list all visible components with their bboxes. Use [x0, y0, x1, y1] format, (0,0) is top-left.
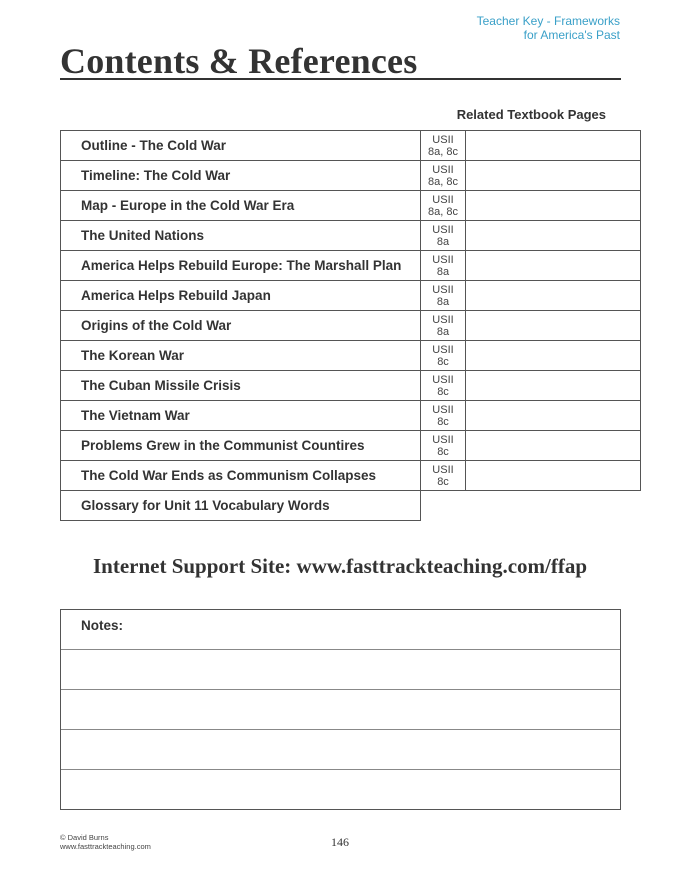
- topic-cell: Problems Grew in the Communist Countires: [61, 431, 421, 461]
- reference-cell: [421, 281, 466, 311]
- reference-cell: [421, 251, 466, 281]
- topic-cell: America Helps Rebuild Japan: [61, 281, 421, 311]
- reference-cell: [421, 341, 466, 371]
- table-row: [61, 341, 641, 371]
- reference-cell: [421, 461, 466, 491]
- reference-cell: [421, 401, 466, 431]
- textbook-pages-cell[interactable]: [466, 461, 641, 491]
- textbook-pages-cell[interactable]: [466, 281, 641, 311]
- textbook-pages-cell[interactable]: [466, 161, 641, 191]
- topic-cell: Map - Europe in the Cold War Era: [61, 191, 421, 221]
- topic-cell: The Cuban Missile Crisis: [61, 371, 421, 401]
- reference-standard: USII: [432, 283, 454, 296]
- reference-code: 8c: [437, 475, 449, 488]
- reference-standard: USII: [432, 343, 454, 356]
- textbook-pages-cell[interactable]: [466, 191, 641, 221]
- reference-standard: USII: [432, 403, 454, 416]
- notes-line[interactable]: [61, 769, 620, 809]
- reference-standard: USII: [432, 193, 454, 206]
- table-row: [61, 491, 641, 521]
- textbook-pages-cell[interactable]: [466, 371, 641, 401]
- reference-code: 8a: [436, 325, 450, 338]
- table-row: [61, 191, 641, 221]
- reference-standard: USII: [432, 373, 454, 386]
- textbook-pages-cell[interactable]: [466, 431, 641, 461]
- topic-cell: America Helps Rebuild Europe: The Marshall Plan: [61, 251, 421, 281]
- table-row: [61, 431, 641, 461]
- table-row: [61, 161, 641, 191]
- reference-cell: [421, 431, 466, 461]
- table-row: [61, 401, 641, 431]
- notes-line[interactable]: [61, 729, 620, 769]
- topic-cell: Origins of the Cold War: [61, 311, 421, 341]
- table-row: [61, 461, 641, 491]
- topic-cell: Outline - The Cold War: [61, 131, 421, 161]
- reference-cell: [421, 161, 466, 191]
- contents-table: [60, 130, 641, 521]
- reference-cell: [421, 191, 466, 221]
- textbook-pages-cell[interactable]: [466, 311, 641, 341]
- topic-cell: The United Nations: [61, 221, 421, 251]
- reference-standard: USII: [432, 253, 454, 266]
- page-number: 146: [331, 835, 349, 849]
- title-rule: [60, 78, 621, 80]
- notes-box: [60, 609, 621, 810]
- reference-standard: USII: [432, 313, 454, 326]
- reference-standard: USII: [432, 463, 454, 476]
- topic-cell: The Vietnam War: [61, 401, 421, 431]
- reference-standard: USII: [432, 223, 454, 236]
- reference-code: 8a, 8c: [428, 145, 458, 158]
- reference-standard: USII: [432, 433, 454, 446]
- reference-code: 8c: [437, 385, 449, 398]
- teacher-key-header: [477, 14, 620, 42]
- textbook-pages-cell[interactable]: [466, 401, 641, 431]
- teacher-key-subline: for America's Past: [523, 28, 620, 42]
- table-row: [61, 311, 641, 341]
- reference-standard: USII: [432, 133, 454, 146]
- notes-line[interactable]: [61, 610, 620, 649]
- reference-cell: [421, 371, 466, 401]
- textbook-pages-cell[interactable]: [466, 341, 641, 371]
- reference-code: 8c: [437, 415, 449, 428]
- reference-code: 8a: [436, 235, 450, 248]
- topic-cell: Timeline: The Cold War: [61, 161, 421, 191]
- table-row: [61, 251, 641, 281]
- reference-code: 8a: [436, 295, 450, 308]
- footer-website: www.fasttrackteaching.com: [60, 842, 151, 851]
- table-row: [61, 371, 641, 401]
- topic-cell: The Cold War Ends as Communism Collapses: [61, 461, 421, 491]
- notes-line[interactable]: [61, 689, 620, 729]
- textbook-pages-cell[interactable]: [466, 251, 641, 281]
- copyright-text: © David Burns: [60, 833, 109, 842]
- textbook-pages-cell[interactable]: [466, 131, 641, 161]
- reference-code: 8c: [437, 445, 449, 458]
- reference-code: 8c: [437, 355, 449, 368]
- table-row: [61, 281, 641, 311]
- table-row: [61, 221, 641, 251]
- reference-cell: [421, 311, 466, 341]
- internet-support-site: Internet Support Site: www.fasttrackteaching.com/ffap: [92, 554, 588, 578]
- table-row: [61, 131, 641, 161]
- teacher-key-line: Teacher Key - Frameworks: [476, 14, 620, 28]
- notes-line[interactable]: [61, 649, 620, 689]
- page-title: Contents & References: [60, 41, 418, 81]
- topic-cell: Glossary for Unit 11 Vocabulary Words: [61, 491, 421, 521]
- notes-label: Notes:: [81, 618, 124, 633]
- reference-code: 8a, 8c: [428, 205, 458, 218]
- related-textbook-pages-label: Related Textbook Pages: [456, 107, 606, 122]
- textbook-pages-cell[interactable]: [466, 221, 641, 251]
- reference-code: 8a, 8c: [428, 175, 458, 188]
- reference-code: 8a: [436, 265, 450, 278]
- reference-standard: USII: [432, 163, 454, 176]
- reference-cell: [421, 131, 466, 161]
- reference-cell: [421, 221, 466, 251]
- topic-cell: The Korean War: [61, 341, 421, 371]
